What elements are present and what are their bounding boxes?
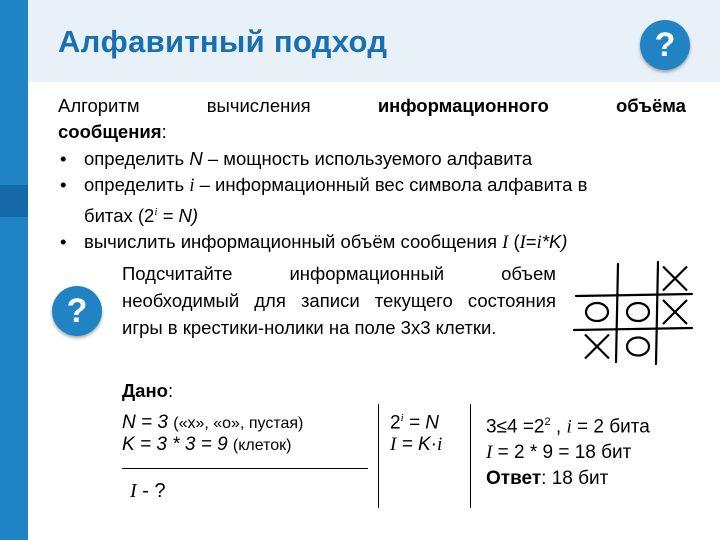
board-marks bbox=[585, 267, 687, 359]
find-line bbox=[130, 480, 166, 503]
given-label bbox=[122, 380, 173, 402]
solution-line bbox=[486, 442, 650, 464]
formula-line bbox=[390, 412, 442, 434]
answer-value: : 18 бит bbox=[541, 468, 609, 490]
board-mark-o bbox=[627, 338, 649, 356]
intro-word-bold: информационного bbox=[377, 95, 549, 116]
list-item bbox=[58, 146, 698, 172]
intro-word-bold: объёма bbox=[615, 95, 686, 116]
solution-part: 3≤4 =2 bbox=[486, 416, 545, 438]
formula-part: = bbox=[525, 231, 537, 253]
formula-line bbox=[390, 434, 442, 456]
formula-part: I bbox=[390, 434, 397, 456]
list-item bbox=[58, 172, 698, 229]
step-text: – информационный вес символа алфавита в bbox=[194, 174, 588, 195]
find-variable: I bbox=[130, 480, 137, 502]
solution-superscript: 2 bbox=[544, 416, 551, 428]
slide-title: Алфавитный подход bbox=[58, 24, 388, 59]
step-text: = N) bbox=[157, 205, 198, 227]
solution-part: I bbox=[486, 442, 493, 464]
formula-part: ( bbox=[508, 231, 520, 253]
formula-part: i bbox=[436, 434, 443, 456]
formula-part: 2 bbox=[390, 412, 401, 434]
step-text: вычислить информационный объём сообщения bbox=[84, 231, 503, 253]
solution-part: i bbox=[566, 416, 572, 438]
left-accent-stripe bbox=[0, 0, 28, 540]
left-accent-stripe-marker bbox=[0, 185, 28, 217]
given-note: (клеток) bbox=[232, 437, 292, 454]
step-text: определить bbox=[84, 174, 190, 195]
board-grid-line bbox=[574, 328, 692, 330]
solution-line bbox=[486, 416, 650, 438]
step-text: определить bbox=[84, 148, 190, 169]
step-variable: N bbox=[189, 148, 203, 169]
board-mark-x bbox=[663, 267, 687, 291]
step-text: – мощность используемого алфавита bbox=[202, 148, 533, 169]
formulas-column bbox=[390, 412, 442, 456]
answer-label: Ответ bbox=[486, 468, 542, 490]
step-superscript: i bbox=[154, 206, 158, 218]
find-text: - ? bbox=[136, 480, 166, 502]
intro-word-bold: сообщения bbox=[58, 121, 162, 142]
given-note: («х», «о», пустая) bbox=[173, 415, 304, 432]
formula-part: i bbox=[536, 233, 542, 254]
solution-part: , bbox=[550, 416, 567, 438]
task-text: Подсчитайте информационный объем необходимый для записи текущего состояния игры в крестики-нолики на поле 3х3 клетки. bbox=[122, 263, 556, 338]
formula-superscript: i bbox=[400, 412, 404, 424]
board-grid-line bbox=[616, 264, 618, 362]
formula-part: = N bbox=[403, 412, 440, 434]
solution-divider bbox=[470, 404, 471, 508]
intro-word: вычисления bbox=[206, 95, 311, 116]
step-variable: i bbox=[189, 176, 195, 196]
given-formula: N = 3 bbox=[122, 412, 174, 433]
formula-divider bbox=[378, 404, 379, 508]
intro-line-1 bbox=[58, 93, 686, 119]
intro-colon: : bbox=[161, 121, 167, 142]
question-badge-icon: ? bbox=[640, 20, 690, 70]
algorithm-intro bbox=[58, 93, 686, 145]
given-line-n bbox=[122, 412, 303, 434]
given-line-k bbox=[122, 434, 303, 456]
given-heading: Дано bbox=[122, 380, 168, 401]
solution-column bbox=[486, 416, 650, 490]
board-mark-x bbox=[585, 335, 609, 359]
given-formula: K = 3 * 3 = 9 bbox=[122, 434, 233, 455]
algorithm-steps-list bbox=[58, 146, 698, 256]
board-mark-x bbox=[663, 300, 687, 324]
board-grid-line bbox=[656, 262, 658, 364]
formula-part: I bbox=[519, 233, 526, 254]
board-mark-o bbox=[586, 303, 608, 321]
board-mark-o bbox=[627, 303, 649, 321]
tic-tac-toe-board bbox=[570, 260, 696, 366]
answer-line bbox=[486, 468, 650, 490]
question-badge-icon: ? bbox=[52, 286, 102, 336]
intro-word: Алгоритм bbox=[58, 95, 140, 116]
step-variable: I bbox=[502, 233, 509, 254]
intro-line-2 bbox=[58, 119, 686, 145]
list-item bbox=[58, 229, 698, 256]
formula-part: = K· bbox=[396, 434, 437, 456]
given-values bbox=[122, 412, 303, 456]
formula-part: *K) bbox=[541, 231, 568, 253]
given-divider bbox=[122, 468, 368, 469]
given-colon: : bbox=[167, 380, 174, 401]
solution-part: = 2 * 9 = 18 бит bbox=[492, 442, 632, 464]
solution-part: = 2 бита bbox=[571, 416, 650, 438]
step-text: битах (2 bbox=[84, 205, 155, 227]
board-grid-line bbox=[576, 294, 692, 296]
